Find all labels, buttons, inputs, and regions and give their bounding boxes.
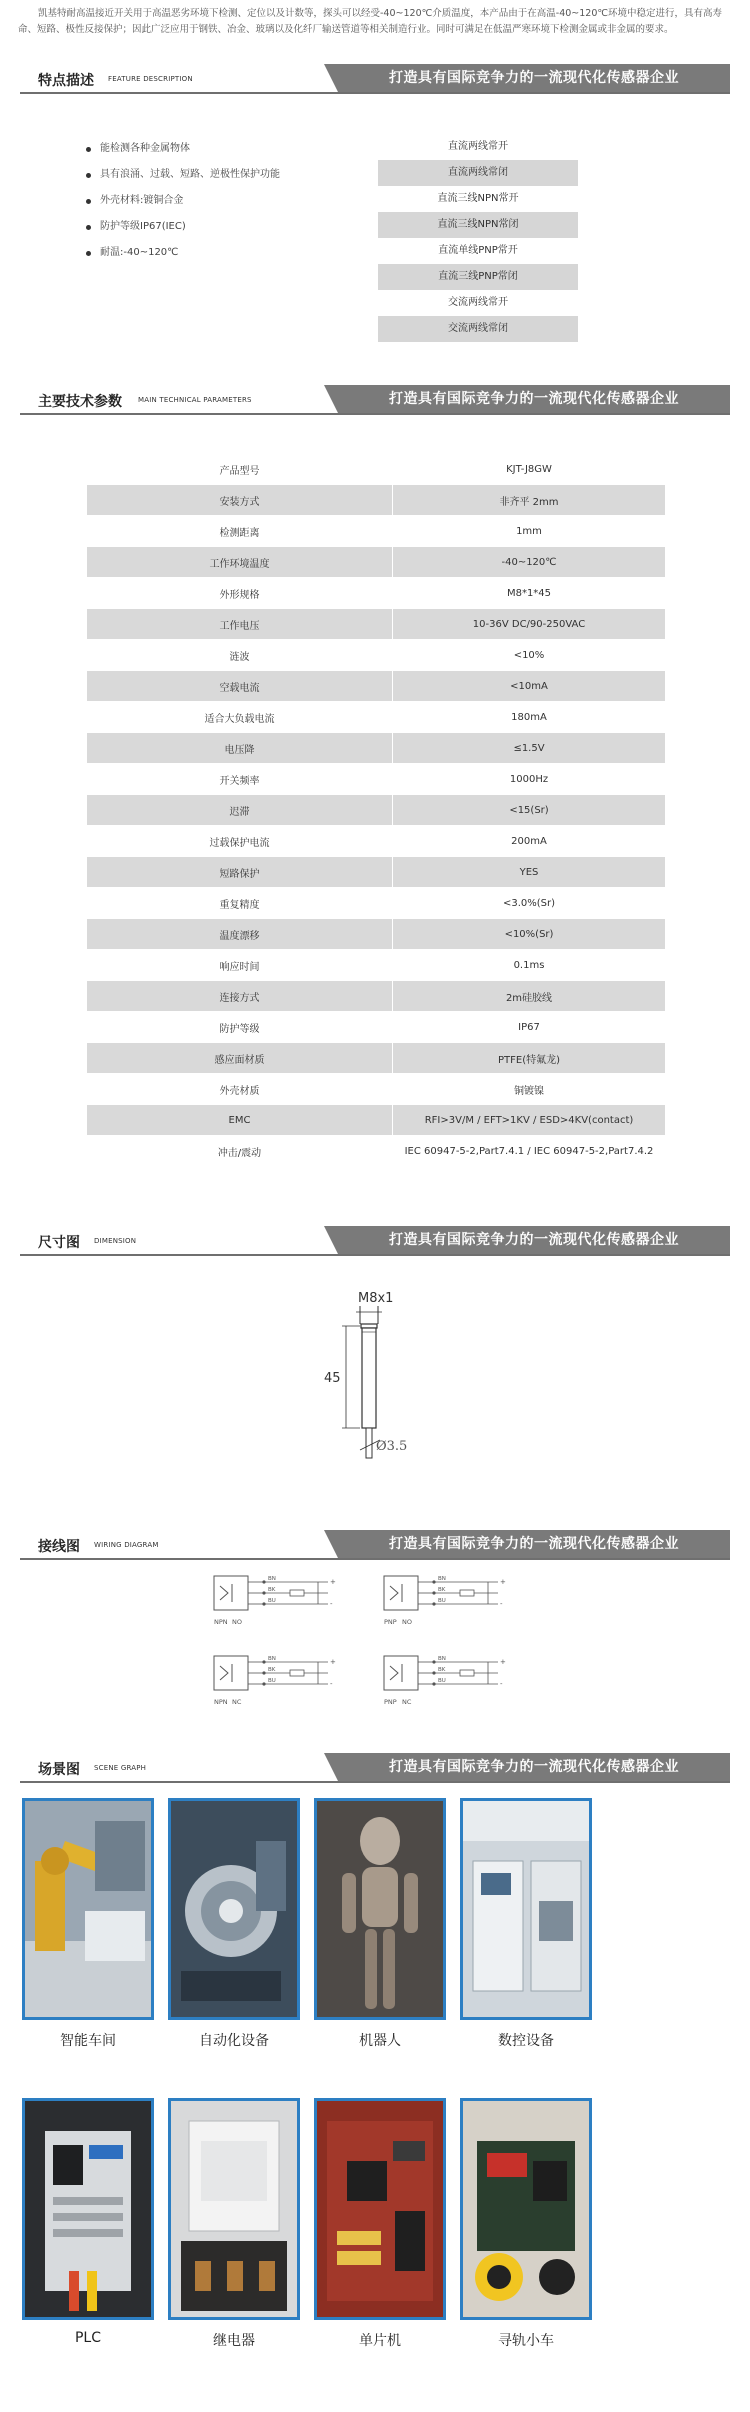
wiring-diagram: [208, 1570, 528, 1730]
spec-table: [86, 453, 666, 1167]
plus-label: +: [330, 1578, 336, 1586]
slogan-banner: 打造具有国际竞争力的一流现代化传感器企业: [338, 1753, 730, 1781]
spec-value: IEC 60947-5-2,Part7.4.1 / IEC 60947-5-2,Part7.4.2: [393, 1136, 666, 1167]
feature-list: [86, 136, 280, 266]
load-icon: [290, 1590, 304, 1596]
spec-value: 非齐平 2mm: [393, 485, 666, 516]
intro-paragraph: 凯基特耐高温接近开关用于高温恶劣环境下检测、定位以及计数等，探头可以经受-40~120℃介质温度，本产品由于在高温-40~120℃环境中稳定进行，具有高寿命、短路、极性反接保护；因此广泛应用于钢铁、冶金、玻璃以及化纤厂输送管道等相关制造行业。同时可满足在低温严寒环境下检测金属或非金属的要求。: [18, 8, 723, 35]
table-row: [87, 640, 666, 671]
wire-label: BK: [438, 1587, 446, 1593]
table-row: [87, 919, 666, 950]
wire-label: BK: [268, 1667, 276, 1673]
wire-label: BU: [438, 1598, 446, 1604]
spec-name: 开关频率: [87, 764, 393, 795]
section-header-feature: [20, 64, 730, 94]
table-row: [87, 981, 666, 1012]
spec-name: 短路保护: [87, 857, 393, 888]
relay-image: [168, 2098, 300, 2320]
section-header-dimension: [20, 1226, 730, 1256]
table-row: [87, 454, 666, 485]
mode-item: 直流三线PNP常闭: [378, 264, 578, 290]
mode-item: 交流两线常闭: [378, 316, 578, 342]
bullet-icon: [86, 199, 91, 204]
wire-label: BK: [268, 1587, 276, 1593]
spec-name: 安装方式: [87, 485, 393, 516]
spec-value: ≤1.5V: [393, 733, 666, 764]
wiring-diagram-item: [384, 1576, 506, 1626]
mode-item: 直流单线PNP常开: [438, 245, 518, 256]
scene-card: [460, 1798, 592, 2050]
car-image: [460, 2098, 592, 2320]
section-header-wiring: [20, 1530, 730, 1560]
table-row: [87, 857, 666, 888]
wire-label: BN: [438, 1576, 446, 1582]
sensor-symbol-icon: [384, 1576, 418, 1610]
list-item: 具有浪涌、过载、短路、逆极性保护功能: [86, 162, 280, 188]
list-item: 耐温:-40~120℃: [86, 240, 280, 266]
wire-label: BU: [268, 1598, 276, 1604]
spec-name: 连接方式: [87, 981, 393, 1012]
scene-card: [22, 2098, 154, 2346]
section-title: 特点描述: [38, 73, 94, 89]
spec-name: 重复精度: [87, 888, 393, 919]
spec-value: 10-36V DC/90-250VAC: [393, 609, 666, 640]
scene-card: [314, 1798, 446, 2050]
plus-label: +: [500, 1578, 506, 1586]
spec-name: 产品型号: [87, 454, 393, 485]
scene-caption: PLC: [74, 2330, 102, 2346]
load-icon: [460, 1590, 474, 1596]
table-row: [87, 764, 666, 795]
output-mode-list: [378, 134, 578, 342]
wire-label: BN: [268, 1656, 276, 1662]
output-mode-label: NC: [402, 1698, 412, 1706]
spec-name: 适合大负载电流: [87, 702, 393, 733]
section-title-en: MAIN TECHNICAL PARAMETERS: [138, 396, 252, 404]
spec-name: 过载保护电流: [87, 826, 393, 857]
mcu-image: [314, 2098, 446, 2320]
spec-name: 涟波: [87, 640, 393, 671]
bullet-icon: [86, 173, 91, 178]
list-item: 外壳材料:镀铜合金: [86, 188, 280, 214]
spec-value: -40~120℃: [393, 547, 666, 578]
scene-card: [314, 2098, 446, 2350]
table-row: [87, 702, 666, 733]
section-title: 接线图: [38, 1539, 80, 1555]
spec-value: 180mA: [393, 702, 666, 733]
cnc-image: [460, 1798, 592, 2020]
table-row: [87, 547, 666, 578]
table-row: [87, 578, 666, 609]
wire-label: BN: [438, 1656, 446, 1662]
slogan-banner: 打造具有国际竞争力的一流现代化传感器企业: [338, 385, 730, 413]
scene-card: [460, 2098, 592, 2350]
scene-caption: 单片机: [359, 2333, 401, 2349]
wire-label: BU: [268, 1678, 276, 1684]
spec-name: 冲击/震动: [87, 1136, 393, 1167]
spec-value: IP67: [393, 1012, 666, 1043]
section-title-en: DIMENSION: [94, 1237, 137, 1245]
table-row: [87, 1012, 666, 1043]
spec-name: 响应时间: [87, 950, 393, 981]
section-title: 场景图: [38, 1762, 80, 1778]
section-title-en: FEATURE DESCRIPTION: [108, 75, 193, 83]
dimension-drawing: [290, 1290, 490, 1480]
scene-caption: 寻轨小车: [498, 2333, 554, 2349]
spec-value: RFI>3V/M / EFT>1KV / ESD>4KV(contact): [393, 1105, 666, 1136]
load-icon: [290, 1670, 304, 1676]
plc-image: [22, 2098, 154, 2320]
spec-value: 2m硅胶线: [393, 981, 666, 1012]
spec-value: 200mA: [393, 826, 666, 857]
wiring-diagram-item: [214, 1576, 336, 1626]
scene-caption: 数控设备: [498, 2033, 554, 2049]
table-row: [87, 1043, 666, 1074]
mode-item: 直流三线NPN常开: [437, 193, 519, 204]
cable-diameter-label: Ø3.5: [376, 1439, 408, 1454]
spec-value: <10%(Sr): [393, 919, 666, 950]
robot-image: [314, 1798, 446, 2020]
spec-name: 空载电流: [87, 671, 393, 702]
spec-value: <3.0%(Sr): [393, 888, 666, 919]
spec-value: 0.1ms: [393, 950, 666, 981]
table-row: [87, 671, 666, 702]
section-title: 主要技术参数: [38, 394, 122, 410]
minus-label: -: [500, 1680, 503, 1688]
mode-item: 直流三线NPN常闭: [378, 212, 578, 238]
bullet-icon: [86, 225, 91, 230]
table-row: [87, 795, 666, 826]
mode-item: 直流两线常开: [448, 141, 508, 152]
minus-label: -: [500, 1600, 503, 1608]
scene-caption: 继电器: [213, 2333, 255, 2349]
output-type-label: NPN: [214, 1698, 228, 1706]
output-mode-label: NC: [232, 1698, 242, 1706]
thread-label: M8x1: [358, 1291, 394, 1306]
spec-value: YES: [393, 857, 666, 888]
scene-caption: 自动化设备: [199, 2033, 269, 2049]
spec-name: 迟滞: [87, 795, 393, 826]
spec-name: 工作环境温度: [87, 547, 393, 578]
table-row: [87, 950, 666, 981]
wiring-diagram-item: [214, 1656, 336, 1706]
spec-value: KJT-J8GW: [393, 454, 666, 485]
section-title-en: WIRING DIAGRAM: [94, 1541, 159, 1549]
spec-value: 1000Hz: [393, 764, 666, 795]
spec-value: 铜镀镍: [393, 1074, 666, 1105]
mode-item: 直流两线常闭: [378, 160, 578, 186]
spec-name: 检测距离: [87, 516, 393, 547]
plus-label: +: [330, 1658, 336, 1666]
wire-label: BK: [438, 1667, 446, 1673]
output-mode-label: NO: [402, 1618, 412, 1626]
length-label: 45: [324, 1371, 341, 1386]
spec-name: 外壳材质: [87, 1074, 393, 1105]
load-icon: [460, 1670, 474, 1676]
table-row: [87, 516, 666, 547]
table-row: [87, 609, 666, 640]
slogan-banner: 打造具有国际竞争力的一流现代化传感器企业: [338, 1530, 730, 1558]
spec-name: 外形规格: [87, 578, 393, 609]
scene-caption: 机器人: [359, 2033, 401, 2049]
spec-name: 温度漂移: [87, 919, 393, 950]
automation-image: [168, 1798, 300, 2020]
wire-label: BN: [268, 1576, 276, 1582]
table-row: [87, 888, 666, 919]
section-header-scene: [20, 1753, 730, 1783]
table-row: [87, 1074, 666, 1105]
wiring-diagram-item: [384, 1656, 506, 1706]
spec-name: 电压降: [87, 733, 393, 764]
sensor-symbol-icon: [384, 1656, 418, 1690]
output-type-label: PNP: [384, 1618, 397, 1626]
minus-label: -: [330, 1600, 333, 1608]
sensor-symbol-icon: [214, 1576, 248, 1610]
bullet-icon: [86, 147, 91, 152]
spec-name: EMC: [87, 1105, 393, 1136]
plus-label: +: [500, 1658, 506, 1666]
spec-value: <15(Sr): [393, 795, 666, 826]
slogan-banner: 打造具有国际竞争力的一流现代化传感器企业: [338, 64, 730, 92]
section-header-params: [20, 385, 730, 415]
table-row: [87, 733, 666, 764]
section-title: 尺寸图: [38, 1235, 80, 1251]
minus-label: -: [330, 1680, 333, 1688]
output-mode-label: NO: [232, 1618, 242, 1626]
slogan-banner: 打造具有国际竞争力的一流现代化传感器企业: [338, 1226, 730, 1254]
table-row: [87, 826, 666, 857]
list-item: 能检测各种金属物体: [86, 136, 280, 162]
section-title-en: SCENE GRAPH: [94, 1764, 147, 1772]
mode-item: 交流两线常开: [448, 297, 508, 308]
scene-card: [168, 1798, 300, 2050]
spec-name: 防护等级: [87, 1012, 393, 1043]
workshop-image: [22, 1798, 154, 2020]
scene-caption: 智能车间: [60, 2033, 116, 2049]
output-type-label: PNP: [384, 1698, 397, 1706]
scene-card: [22, 1798, 154, 2050]
spec-value: M8*1*45: [393, 578, 666, 609]
table-row: [87, 1105, 666, 1136]
bullet-icon: [86, 251, 91, 256]
output-type-label: NPN: [214, 1618, 228, 1626]
sensor-symbol-icon: [214, 1656, 248, 1690]
spec-value: <10mA: [393, 671, 666, 702]
spec-name: 感应面材质: [87, 1043, 393, 1074]
table-row: [87, 1136, 666, 1167]
table-row: [87, 485, 666, 516]
wire-label: BU: [438, 1678, 446, 1684]
spec-name: 工作电压: [87, 609, 393, 640]
list-item: 防护等级IP67(IEC): [86, 214, 280, 240]
scene-card: [168, 2098, 300, 2350]
spec-value: <10%: [393, 640, 666, 671]
spec-value: 1mm: [393, 516, 666, 547]
spec-value: PTFE(特氟龙): [393, 1043, 666, 1074]
